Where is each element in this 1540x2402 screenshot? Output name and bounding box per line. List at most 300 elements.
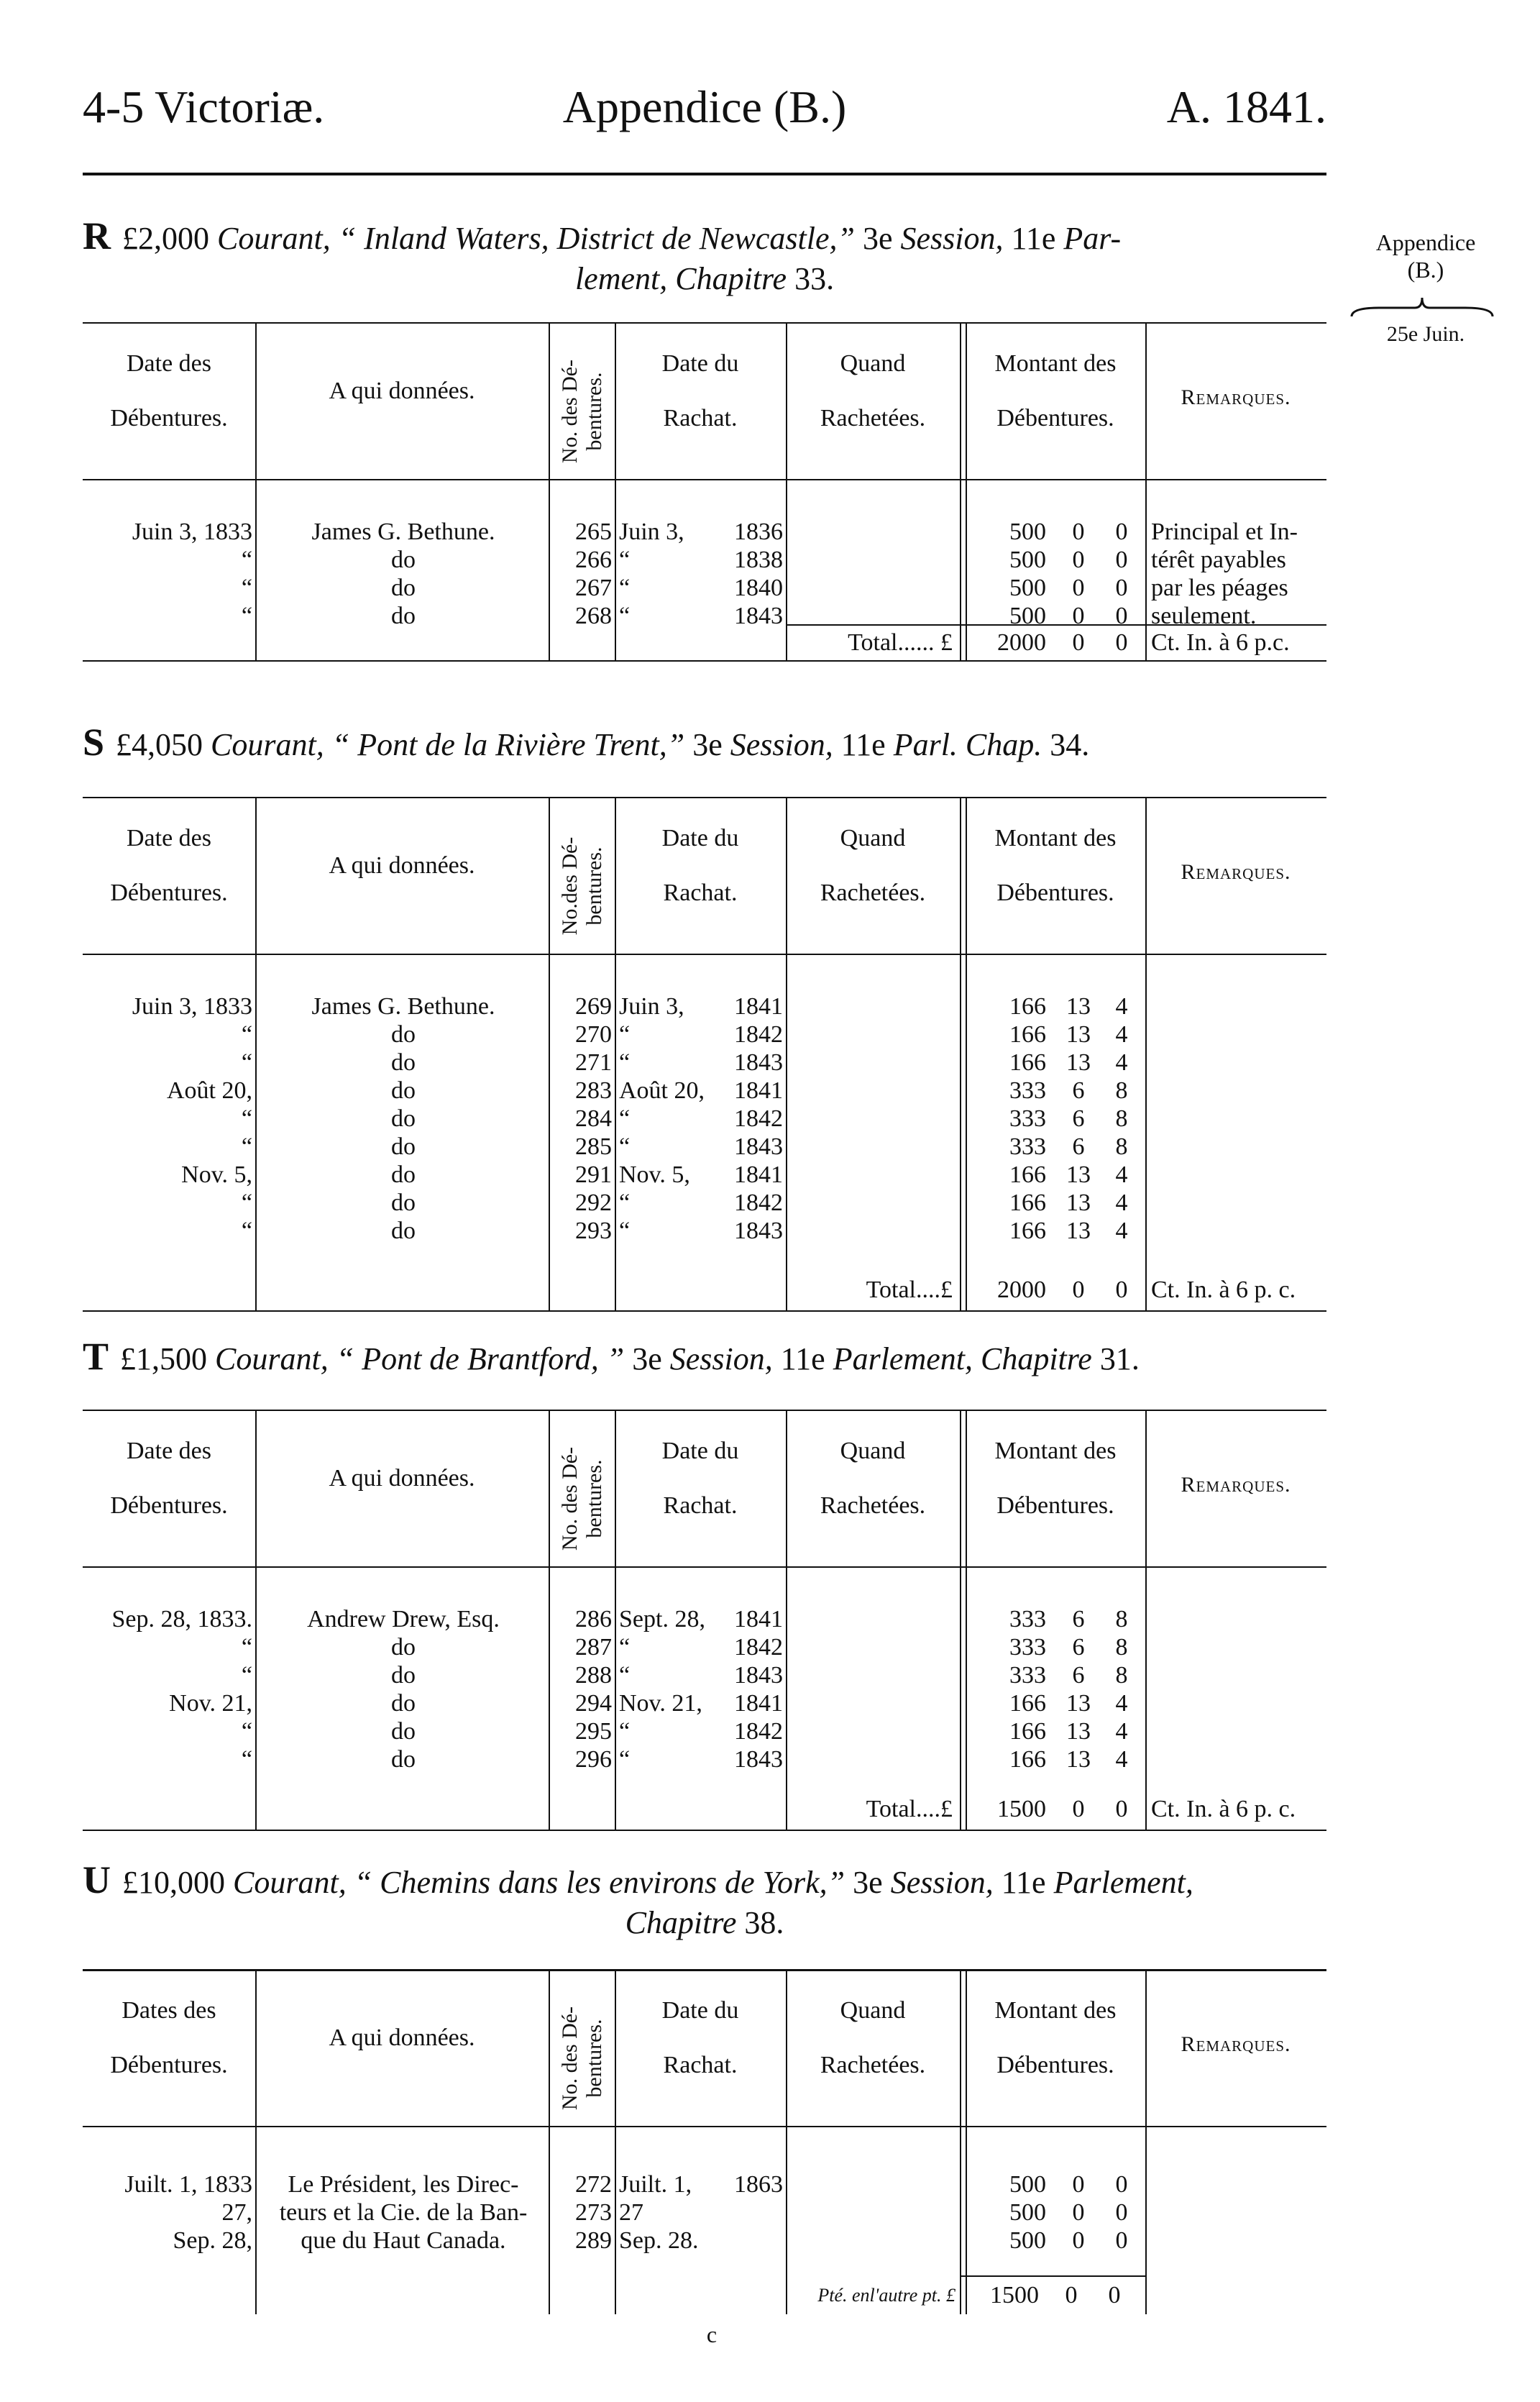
header-text: Débentures. xyxy=(110,1492,228,1519)
total-label: Total....£ xyxy=(866,1796,953,1822)
title-line2 xyxy=(83,259,1326,299)
total-remark: Ct. In. à 6 p. c. xyxy=(1151,1277,1296,1303)
header-who: A qui données. xyxy=(329,1465,475,1492)
brace-icon xyxy=(1350,296,1494,318)
margin-note-line2: (B.) xyxy=(1407,257,1444,283)
total-shillings: 0 xyxy=(1072,1796,1085,1822)
header-text: Rachat. xyxy=(663,1492,738,1519)
total-remark: Ct. In. à 6 p. c. xyxy=(1151,1796,1296,1822)
cell-shillings: 6 xyxy=(1072,1133,1085,1160)
cell-rachat-date: “ xyxy=(619,1746,631,1773)
cell-pence: 4 xyxy=(1115,1746,1128,1773)
total-pence: 0 xyxy=(1108,2282,1121,2309)
cell-rachat-year: 1838 xyxy=(734,547,783,573)
table-t xyxy=(83,1410,1326,1841)
session-word: Session, xyxy=(900,221,1004,256)
header-left: 4-5 Victoriæ. xyxy=(83,81,325,132)
col-divider xyxy=(1145,1969,1147,2314)
total-row xyxy=(83,2280,1326,2311)
cell-pounds: 333 xyxy=(1009,1662,1046,1689)
header-text: Date des xyxy=(126,350,211,377)
parl-word: Parlement, xyxy=(833,1341,973,1376)
cell-pounds: 333 xyxy=(1009,1077,1046,1104)
section-amount: £4,050 xyxy=(116,727,203,762)
cell-date: “ xyxy=(241,1718,252,1745)
table-r xyxy=(83,322,1326,696)
cell-shillings: 13 xyxy=(1066,1049,1091,1076)
total-label: Total....£ xyxy=(866,1277,953,1303)
cell-who: James G. Bethune. xyxy=(311,519,495,545)
cell-date: Juin 3, 1833 xyxy=(132,519,252,545)
header-text: Rachat. xyxy=(663,2052,738,2078)
cell-pounds: 166 xyxy=(1009,1690,1046,1717)
header-text: Débentures. xyxy=(996,880,1114,906)
cell-pounds: 500 xyxy=(1009,2171,1046,2198)
header-text: Date du xyxy=(661,350,739,377)
cell-pence: 4 xyxy=(1115,1189,1128,1216)
cell-rachat-year: 1842 xyxy=(734,1189,783,1216)
cell-no: 296 xyxy=(575,1746,612,1773)
cell-pence: 8 xyxy=(1115,1105,1128,1132)
header-who: A qui données. xyxy=(329,852,475,879)
cell-shillings: 13 xyxy=(1066,1746,1091,1773)
table-row xyxy=(83,992,1326,1021)
session-number: 3e xyxy=(853,1865,883,1900)
header-no xyxy=(558,1409,607,1589)
cell-rachat-date: Juin 3, xyxy=(619,519,684,545)
cell-no: 271 xyxy=(575,1049,612,1076)
cell-who: Le Président, les Direc- xyxy=(288,2171,519,2198)
cell-who: do xyxy=(391,1133,416,1160)
cell-rachat-date: “ xyxy=(619,1718,631,1745)
cell-who: Andrew Drew, Esq. xyxy=(307,1606,500,1632)
cell-shillings: 13 xyxy=(1066,993,1091,1020)
cell-no: 291 xyxy=(575,1161,612,1188)
cell-who: James G. Bethune. xyxy=(311,993,495,1020)
cell-shillings: 0 xyxy=(1072,2171,1085,2198)
total-row xyxy=(83,627,1326,659)
header-text: Rachat. xyxy=(663,405,738,431)
cell-remark: seulement. xyxy=(1151,603,1257,629)
table-rule xyxy=(83,797,1326,798)
cell-rachat-date: Nov. 21, xyxy=(619,1690,702,1717)
cell-date: “ xyxy=(241,1746,252,1773)
parl-word: Parlement, xyxy=(1053,1865,1193,1900)
header-date xyxy=(83,1424,255,1533)
signature-mark: c xyxy=(706,2321,718,2347)
header-text: Quand xyxy=(840,825,906,851)
cell-pounds: 166 xyxy=(1009,1189,1046,1216)
cell-shillings: 0 xyxy=(1072,547,1085,573)
table-row xyxy=(83,1633,1326,1662)
cell-date: Juilt. 1, 1833 xyxy=(124,2171,252,2198)
cell-date: Juin 3, 1833 xyxy=(132,993,252,1020)
cell-who: do xyxy=(391,1718,416,1745)
parl-number: 11e xyxy=(780,1341,825,1376)
header-text: No. des Dé- xyxy=(558,359,582,464)
table-row xyxy=(83,2198,1326,2227)
header-text: Débentures. xyxy=(996,405,1114,431)
cell-rachat-year: 1841 xyxy=(734,1077,783,1104)
total-shillings: 0 xyxy=(1065,2282,1078,2309)
cell-no: 266 xyxy=(575,547,612,573)
table-rule xyxy=(83,954,1326,955)
parl-number: 11e xyxy=(1001,1865,1046,1900)
header-rachat xyxy=(615,1983,786,2093)
cell-remark: Principal et In- xyxy=(1151,519,1298,545)
header-right: A. 1841. xyxy=(1166,81,1326,132)
cell-pence: 4 xyxy=(1115,1718,1128,1745)
cell-rachat-year: 1841 xyxy=(734,993,783,1020)
total-label: Pté. enl'autre pt. £ xyxy=(817,2285,955,2306)
cell-no: 283 xyxy=(575,1077,612,1104)
total-row xyxy=(83,1274,1326,1306)
header-remarques: Remarques. xyxy=(1181,385,1291,409)
header-rachat xyxy=(615,1424,786,1533)
cell-date: 27, xyxy=(221,2199,252,2226)
header-rachat xyxy=(615,811,786,921)
header-text: Montant des xyxy=(994,1997,1117,2024)
cell-who: do xyxy=(391,603,416,629)
cell-pounds: 333 xyxy=(1009,1133,1046,1160)
cell-shillings: 13 xyxy=(1066,1189,1091,1216)
header-no xyxy=(558,796,607,976)
section-amount: £10,000 xyxy=(122,1865,225,1900)
chapter-word: Chap. xyxy=(965,727,1042,762)
cell-rachat-date: Nov. 5, xyxy=(619,1161,690,1188)
parl-word: Parl. xyxy=(893,727,958,762)
cell-rachat-date: “ xyxy=(619,575,631,601)
cell-pounds: 166 xyxy=(1009,1718,1046,1745)
cell-rachat-year: 1842 xyxy=(734,1634,783,1661)
header-remarques: Remarques. xyxy=(1181,2032,1291,2056)
cell-pence: 4 xyxy=(1115,1049,1128,1076)
title-line2 xyxy=(83,1903,1326,1943)
cell-shillings: 6 xyxy=(1072,1606,1085,1632)
header-text: Quand xyxy=(840,1438,906,1464)
cell-rachat-date: “ xyxy=(619,1133,631,1160)
section-name: “ Chemins dans les environs de York,” xyxy=(354,1865,845,1900)
table-row xyxy=(83,1717,1326,1746)
header-text: Dates des xyxy=(122,1997,216,2024)
section-name: “ Pont de Brantford, ” xyxy=(336,1341,625,1376)
cell-no: 268 xyxy=(575,603,612,629)
cell-date: “ xyxy=(241,1634,252,1661)
cell-who: do xyxy=(391,1077,416,1104)
cell-pence: 8 xyxy=(1115,1133,1128,1160)
header-text: Débentures. xyxy=(110,2052,228,2078)
cell-who: teurs et la Cie. de la Ban- xyxy=(279,2199,528,2226)
header-text: Date du xyxy=(661,1438,739,1464)
table-rule xyxy=(83,1410,1326,1411)
header-text: Date des xyxy=(126,825,211,851)
total-label: Total...... £ xyxy=(848,629,953,656)
cell-shillings: 0 xyxy=(1072,2227,1085,2254)
header-montant xyxy=(966,811,1145,921)
header-date xyxy=(83,337,255,446)
cell-pounds: 500 xyxy=(1009,603,1046,629)
cell-date: “ xyxy=(241,1021,252,1048)
cell-pounds: 166 xyxy=(1009,1049,1046,1076)
cell-pounds: 500 xyxy=(1009,575,1046,601)
section-amount: £1,500 xyxy=(120,1341,208,1376)
cell-no: 269 xyxy=(575,993,612,1020)
cell-pence: 0 xyxy=(1115,603,1128,629)
cell-who: do xyxy=(391,1634,416,1661)
header-date xyxy=(83,1983,255,2093)
cell-pence: 0 xyxy=(1115,547,1128,573)
header-center: Appendice (B.) xyxy=(562,81,847,132)
header-text: Débentures. xyxy=(110,880,228,906)
table-rule xyxy=(83,322,1326,324)
chapter-number: 31. xyxy=(1099,1341,1140,1376)
cell-date: “ xyxy=(241,1189,252,1216)
table-rule xyxy=(83,660,1326,662)
total-pounds: 1500 xyxy=(997,1796,1046,1822)
cell-pence: 4 xyxy=(1115,1690,1128,1717)
table-rule xyxy=(83,1566,1326,1568)
cell-no: 286 xyxy=(575,1606,612,1632)
header-who: A qui données. xyxy=(329,2024,475,2051)
section-currency: Courant, xyxy=(211,727,324,762)
header-text: Débentures. xyxy=(996,2052,1114,2078)
cell-remark: par les péages xyxy=(1151,575,1288,601)
header-who: A qui données. xyxy=(329,378,475,404)
cell-date: “ xyxy=(241,1133,252,1160)
section-letter: R xyxy=(83,214,111,257)
cell-who: do xyxy=(391,1218,416,1244)
cell-pounds: 500 xyxy=(1009,519,1046,545)
cell-rachat-year: 1840 xyxy=(734,575,783,601)
session-word: Session, xyxy=(669,1341,773,1376)
cell-shillings: 6 xyxy=(1072,1662,1085,1689)
cell-no: 287 xyxy=(575,1634,612,1661)
cell-date: Nov. 21, xyxy=(169,1690,252,1717)
table-rule xyxy=(83,1969,1326,1971)
header-text: Rachetées. xyxy=(820,405,926,431)
cell-who: do xyxy=(391,1161,416,1188)
header-rachat xyxy=(615,337,786,446)
cell-shillings: 6 xyxy=(1072,1634,1085,1661)
table-rule xyxy=(83,1830,1326,1831)
table-row xyxy=(83,1049,1326,1077)
cell-rachat-date: Sept. 28, xyxy=(619,1606,705,1632)
cell-rachat-year: 1843 xyxy=(734,603,783,629)
table-u xyxy=(83,1969,1326,2314)
total-shillings: 0 xyxy=(1072,1277,1085,1303)
cell-rachat-year: 1843 xyxy=(734,1218,783,1244)
cell-date: Août 20, xyxy=(167,1077,252,1104)
header-remarques: Remarques. xyxy=(1181,860,1291,884)
total-remark: Ct. In. à 6 p.c. xyxy=(1151,629,1290,656)
cell-rachat-date: Sep. 28. xyxy=(619,2227,699,2254)
cell-no: 267 xyxy=(575,575,612,601)
cell-rachat-year: 1841 xyxy=(734,1161,783,1188)
table-row xyxy=(83,546,1326,575)
margin-note-line1: Appendice xyxy=(1375,229,1476,255)
table-row xyxy=(83,1077,1326,1105)
header-text: Débentures. xyxy=(996,1492,1114,1519)
header-montant xyxy=(966,337,1145,446)
cell-rachat-date: 27 xyxy=(619,2199,643,2226)
total-pounds: 1500 xyxy=(990,2282,1039,2309)
cell-shillings: 6 xyxy=(1072,1077,1085,1104)
cell-date: “ xyxy=(241,1218,252,1244)
header-text: Rachetées. xyxy=(820,1492,926,1519)
cell-pounds: 166 xyxy=(1009,1021,1046,1048)
header-text: Montant des xyxy=(994,1438,1117,1464)
cell-rachat-date: Juilt. 1, xyxy=(619,2171,692,2198)
header-text: bentures. xyxy=(582,2019,606,2098)
cell-rachat-year: 1841 xyxy=(734,1690,783,1717)
cell-pounds: 500 xyxy=(1009,2227,1046,2254)
chapter-number: 34. xyxy=(1050,727,1090,762)
cell-no: 289 xyxy=(575,2227,612,2254)
header-rule xyxy=(83,173,1326,175)
chapter-number: 38. xyxy=(744,1905,784,1940)
chapter-word: Chapitre xyxy=(980,1341,1092,1376)
cell-rachat-date: Août 20, xyxy=(619,1077,705,1104)
cell-no: 265 xyxy=(575,519,612,545)
cell-pence: 8 xyxy=(1115,1606,1128,1632)
section-name: “ Inland Waters, District de Newcastle,” xyxy=(338,221,855,256)
cell-shillings: 13 xyxy=(1066,1718,1091,1745)
header-text: Date des xyxy=(126,1438,211,1464)
cell-who: do xyxy=(391,1662,416,1689)
header-no xyxy=(558,1968,607,2148)
cell-shillings: 0 xyxy=(1072,519,1085,545)
header-text: Quand xyxy=(840,350,906,377)
chapter-number: 33. xyxy=(794,261,835,296)
cell-rachat-year: 1843 xyxy=(734,1049,783,1076)
cell-rachat-date: “ xyxy=(619,1021,631,1048)
total-row xyxy=(83,1794,1326,1825)
cell-no: 288 xyxy=(575,1662,612,1689)
cell-shillings: 13 xyxy=(1066,1021,1091,1048)
cell-pence: 8 xyxy=(1115,1662,1128,1689)
cell-who: do xyxy=(391,1021,416,1048)
cell-pence: 4 xyxy=(1115,993,1128,1020)
col-divider xyxy=(549,1969,550,2314)
cell-no: 295 xyxy=(575,1718,612,1745)
cell-no: 285 xyxy=(575,1133,612,1160)
cell-pence: 0 xyxy=(1115,2227,1128,2254)
session-number: 3e xyxy=(632,1341,662,1376)
table-row xyxy=(83,1689,1326,1718)
parl-word: Par- xyxy=(1063,221,1122,256)
header-text: Date du xyxy=(661,825,739,851)
parl-number: 11e xyxy=(1011,221,1056,256)
table-row xyxy=(83,518,1326,547)
cell-who: do xyxy=(391,1690,416,1717)
section-currency: Courant, xyxy=(233,1865,347,1900)
cell-who: do xyxy=(391,1049,416,1076)
cell-rachat-year: 1843 xyxy=(734,1746,783,1773)
cell-date: “ xyxy=(241,1105,252,1132)
cell-who: do xyxy=(391,1189,416,1216)
header-text: No.des Dé- xyxy=(558,836,582,936)
section-r-title xyxy=(83,216,1326,299)
table-row xyxy=(83,1105,1326,1133)
margin-note-date: 25e Juin. xyxy=(1386,322,1465,346)
table-row xyxy=(83,2170,1326,2199)
cell-rachat-date: “ xyxy=(619,1662,631,1689)
cell-pounds: 166 xyxy=(1009,1161,1046,1188)
cell-rachat-year: 1841 xyxy=(734,1606,783,1632)
cell-rachat-year: 1863 xyxy=(734,2171,783,2198)
header-text: bentures. xyxy=(582,1459,606,1538)
cell-pounds: 333 xyxy=(1009,1634,1046,1661)
cell-date: “ xyxy=(241,1049,252,1076)
header-text: Débentures. xyxy=(110,405,228,431)
header-quand xyxy=(786,811,960,921)
cell-pounds: 333 xyxy=(1009,1606,1046,1632)
cell-pence: 0 xyxy=(1115,2171,1128,2198)
cell-pounds: 500 xyxy=(1009,2199,1046,2226)
header-text: Rachetées. xyxy=(820,2052,926,2078)
table-row xyxy=(83,1661,1326,1690)
header-montant xyxy=(966,1424,1145,1533)
cell-date: “ xyxy=(241,547,252,573)
section-name: “ Pont de la Rivière Trent,” xyxy=(331,727,685,762)
table-rule xyxy=(83,2126,1326,2127)
cell-shillings: 0 xyxy=(1072,575,1085,601)
header-text: Date du xyxy=(661,1997,739,2024)
table-row xyxy=(83,1020,1326,1049)
table-s xyxy=(83,797,1326,1329)
header-quand xyxy=(786,337,960,446)
table-row xyxy=(83,2227,1326,2255)
cell-pounds: 166 xyxy=(1009,1746,1046,1773)
session-word: Session, xyxy=(730,727,833,762)
cell-who: do xyxy=(391,575,416,601)
table-rule xyxy=(83,479,1326,480)
header-montant xyxy=(966,1983,1145,2093)
cell-date: “ xyxy=(241,1662,252,1689)
section-t-title xyxy=(83,1336,1326,1379)
cell-pence: 0 xyxy=(1115,519,1128,545)
cell-rachat-year: 1843 xyxy=(734,1662,783,1689)
header-text: Quand xyxy=(840,1997,906,2024)
cell-shillings: 6 xyxy=(1072,1105,1085,1132)
cell-rachat-date: “ xyxy=(619,1049,631,1076)
total-pence: 0 xyxy=(1115,1277,1128,1303)
cell-who: do xyxy=(391,1105,416,1132)
cell-pence: 4 xyxy=(1115,1161,1128,1188)
cell-no: 293 xyxy=(575,1218,612,1244)
cell-pounds: 333 xyxy=(1009,1105,1046,1132)
running-header xyxy=(83,81,1326,145)
table-row xyxy=(83,1133,1326,1161)
cell-date: “ xyxy=(241,603,252,629)
total-pounds: 2000 xyxy=(997,1277,1046,1303)
chapter-word: Chapitre xyxy=(675,261,787,296)
header-text: Rachetées. xyxy=(820,880,926,906)
section-s-title xyxy=(83,722,1326,765)
header-quand xyxy=(786,1983,960,2093)
cell-rachat-date: “ xyxy=(619,547,631,573)
cell-rachat-date: “ xyxy=(619,603,631,629)
header-text: bentures. xyxy=(582,372,606,451)
cell-pence: 8 xyxy=(1115,1634,1128,1661)
cell-rachat-date: “ xyxy=(619,1189,631,1216)
header-quand xyxy=(786,1424,960,1533)
cell-shillings: 13 xyxy=(1066,1690,1091,1717)
table-row xyxy=(83,574,1326,603)
cell-who: que du Haut Canada. xyxy=(301,2227,506,2254)
header-date xyxy=(83,811,255,921)
header-text: Rachat. xyxy=(663,880,738,906)
